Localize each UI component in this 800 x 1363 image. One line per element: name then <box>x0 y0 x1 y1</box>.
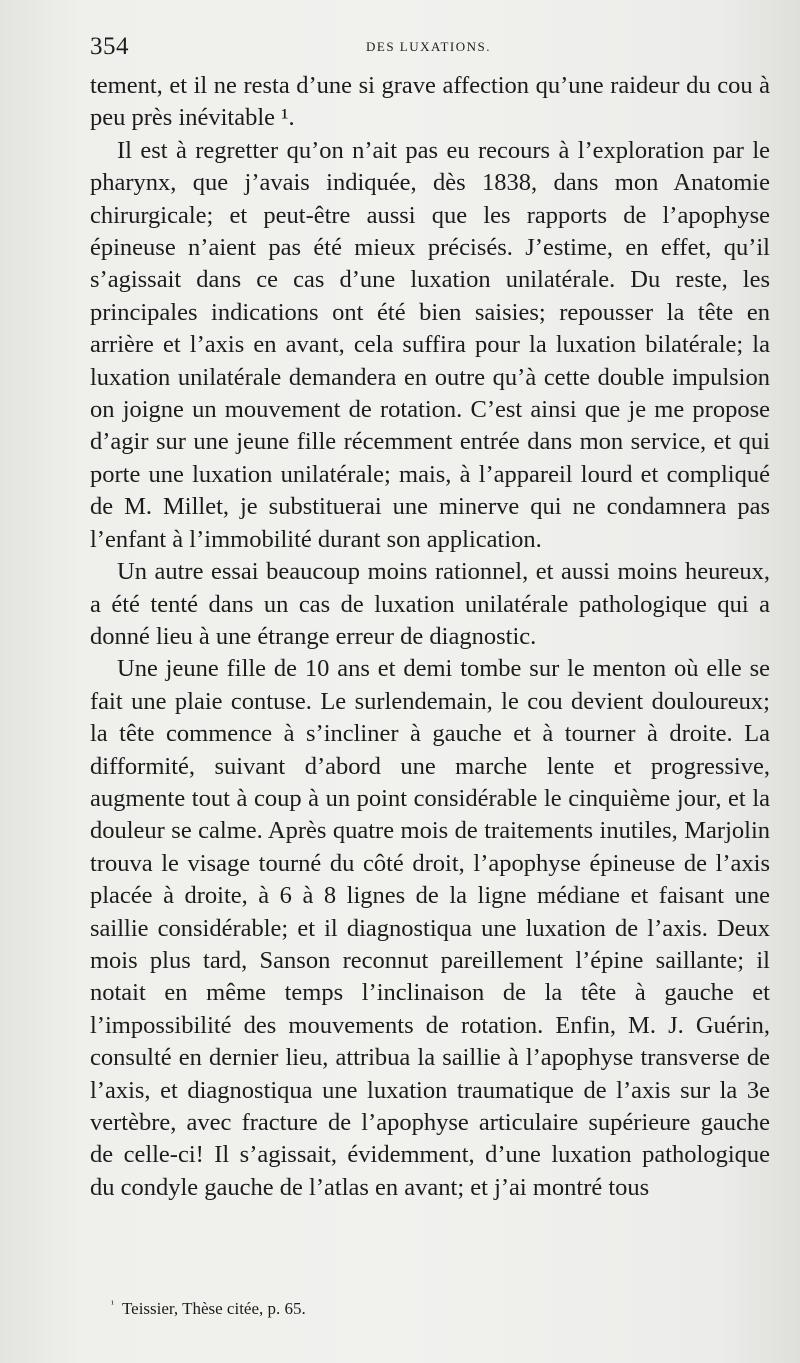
page-header <box>90 33 770 59</box>
footnote-text: Teissier, Thèse citée, p. 65. <box>121 1299 306 1318</box>
body-text <box>90 70 770 1204</box>
paragraph-1: tement, et il ne resta d’une si grave affection qu’une raideur du cou à peu près inévitable ¹. <box>90 72 770 132</box>
paragraph-2: Il est à regretter qu’on n’ait pas eu recours à l’exploration par le pharynx, que j’avais indiquée, dès 1838, dans mon Anatomie chirurgicale; et peut-être aussi que les rapports de l’apophyse épineuse n’aient pas été mieux précisés. J’estime, en effet, qu’il s’agissait dans ce cas d’une luxation unilatérale. Du reste, les principales indications ont été bien saisies; repousser la tête en arrière et l’axis en avant, cela suffira pour la luxation bilatérale; la luxation unilatérale demandera en outre qu’à cette double impulsion on joigne un mouvement de rotation. C’est ainsi que je me propose d’agir sur une jeune fille récemment entrée dans mon service, et qui porte une luxation unilatérale; mais, à l’appareil lourd et compliqué de M. Millet, je substituerai une minerve qui ne condamnera pas l’enfant à l’immobilité durant son application. <box>90 136 770 553</box>
paragraph-3: Un autre essai beaucoup moins rationnel, et aussi moins heureux, a été tenté dans un cas de luxation unilatérale pathologique qui a donné lieu à une étrange erreur de diagnostic. <box>90 558 770 650</box>
running-head: DES LUXATIONS. <box>366 39 491 54</box>
footnote <box>111 1299 306 1319</box>
footnote-mark: ¹ <box>111 1299 114 1311</box>
page-number: 354 <box>90 33 129 60</box>
paragraph-4: Une jeune fille de 10 ans et demi tombe sur le menton où elle se fait une plaie contuse. Le surlendemain, le cou devient douloureux; la tête commence à s’incliner à gauche et à tourner à droite. La difformité, suivant d’abord une marche lente et progressive, augmente tout à coup à un point considérable le cinquième jour, et la douleur se calme. Après quatre mois de traitements inutiles, Marjolin trouva le visage tourné du côté droit, l’apophyse épineuse de l’axis placée à droite, à 6 à 8 lignes de la ligne médiane et faisant une saillie considérable; et il diagnostiqua une luxation de l’axis. Deux mois plus tard, Sanson reconnut pareillement l’épine saillante; il notait en même temps l’inclinaison de la tête à gauche et l’impossibilité des mouvements de rotation. Enfin, M. J. Guérin, consulté en dernier lieu, attribua la saillie à l’apophyse transverse de l’axis, et diagnostiqua une luxation traumatique de l’axis sur la 3e vertèbre, avec fracture de l’apophyse articulaire supérieure gauche de celle-ci! Il s’agissait, évidemment, d’une luxation pathologique du condyle gauche de l’atlas en avant; et j’ai montré tous <box>90 655 770 1201</box>
